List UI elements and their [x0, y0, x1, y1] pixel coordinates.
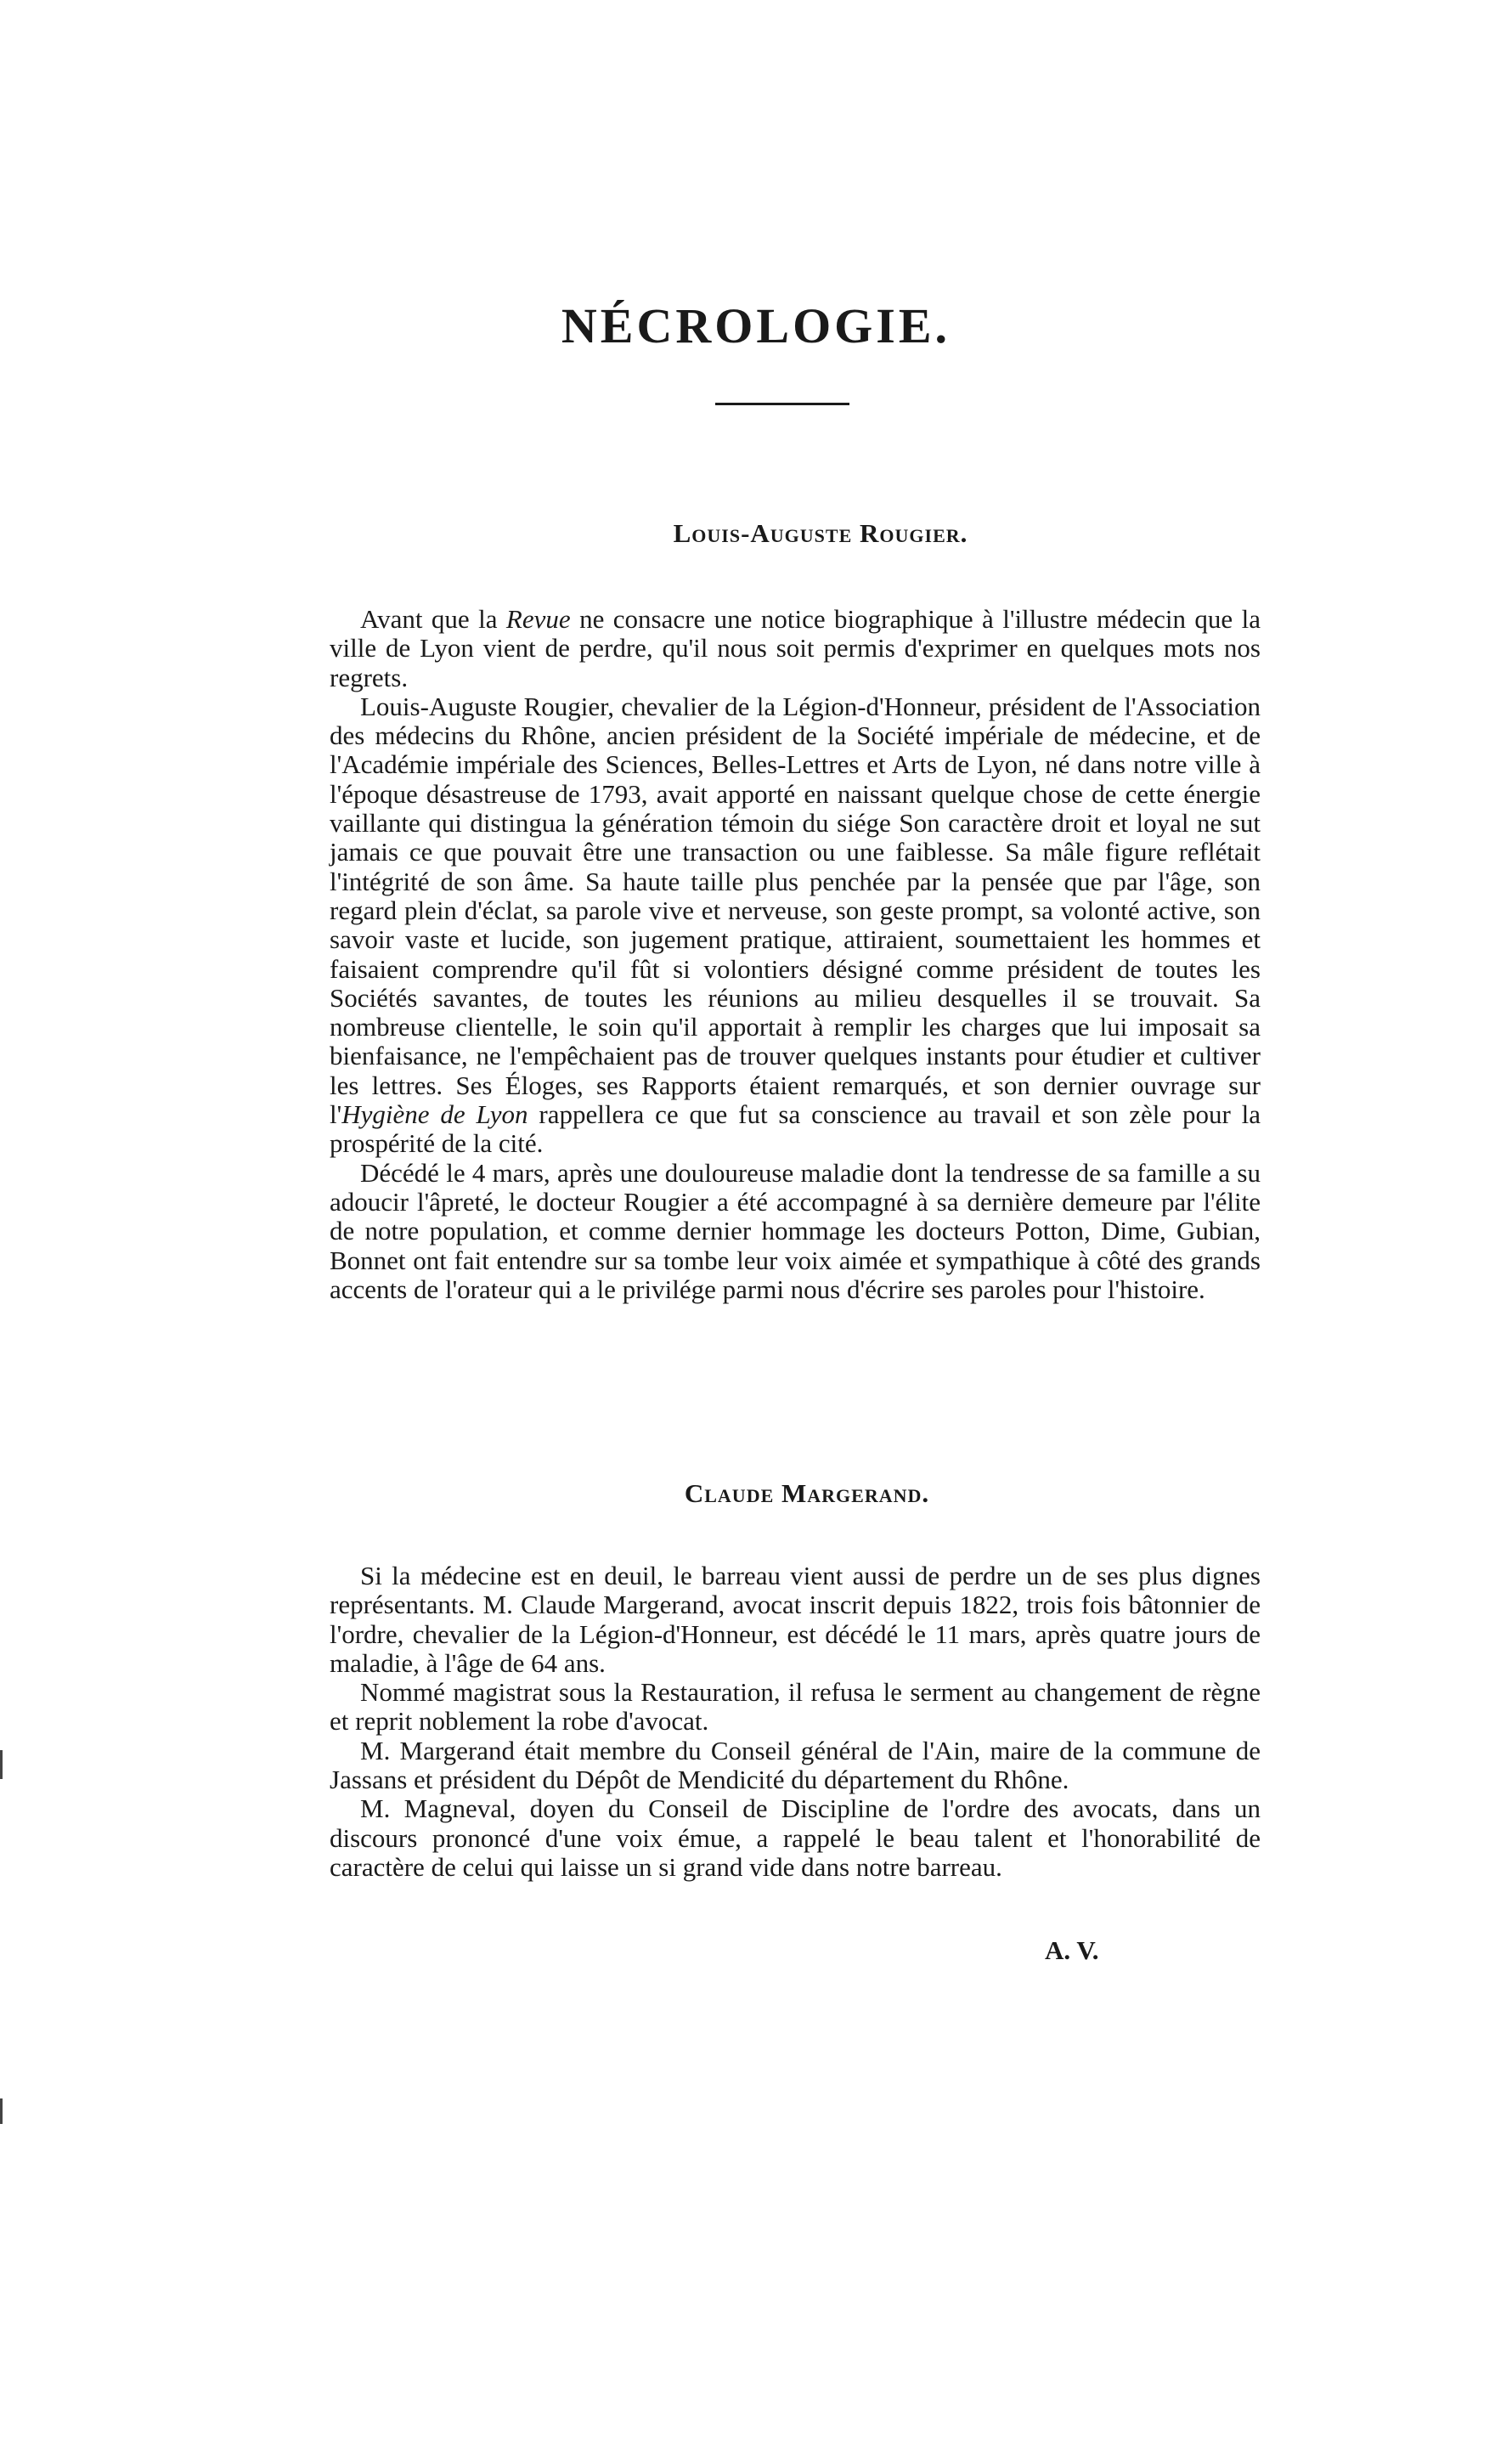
- obituary-rougier: [330, 518, 1261, 1304]
- paragraph: [330, 1794, 1261, 1882]
- paragraph: [330, 1159, 1261, 1304]
- paragraph-text: Avant que la: [360, 604, 506, 634]
- paragraph-text: rappellera ce que fut sa conscience au travail et son zèle pour la prospérité de la cité.: [330, 1099, 1261, 1159]
- paragraph-text: M. Magneval, doyen du Conseil de Discipline de l'ordre des avocats, dans un discours prononcé d'une voix émue, a rappelé le beau talent et l'honorabilité de caractère de celui qui laisse un si grand vide dans notre barreau.: [330, 1793, 1261, 1882]
- paragraph-text: Nommé magistrat sous la Restauration, il refusa le serment au changement de règne et reprit noblement la robe d'avocat.: [330, 1677, 1261, 1737]
- paragraph-text: M. Margerand était membre du Conseil général de l'Ain, maire de la commune de Jassans et président du Dépôt de Mendicité du département du Rhône.: [330, 1735, 1261, 1795]
- section-body: [330, 605, 1261, 1304]
- title-rule: [715, 403, 849, 405]
- page-title: NÉCROLOGIE.: [561, 298, 951, 353]
- paragraph: [330, 1737, 1261, 1795]
- paragraph-text: ne consacre une notice biographique à l'illustre médecin que la ville de Lyon vient de perdre, qu'il nous soit permis d'exprimer en quelques mots nos regrets.: [330, 604, 1261, 692]
- paragraph: [330, 605, 1261, 692]
- paragraph-text: Si la médecine est en deuil, le barreau vient aussi de perdre un de ses plus dignes représentants. M. Claude Margerand, avocat inscrit depuis 1822, trois fois bâtonnier de l'ordre, chevalier de la Légion-d'Honneur, est décédé le 11 mars, après quatre jours de maladie, à l'âge de 64 ans.: [330, 1561, 1261, 1678]
- italic-title: Revue: [505, 604, 571, 634]
- binding-mark: [0, 2098, 3, 2124]
- paragraph: [330, 1562, 1261, 1678]
- paragraph: [330, 692, 1261, 1159]
- italic-title: Hygiène de Lyon: [341, 1099, 528, 1130]
- binding-mark: [0, 1750, 3, 1779]
- section-heading: Louis-Auguste Rougier.: [673, 518, 968, 548]
- paragraph: [330, 1678, 1261, 1737]
- author-signature: A. V.: [1045, 1935, 1099, 1965]
- section-body: [330, 1562, 1261, 1882]
- obituary-margerand: [330, 1478, 1261, 1882]
- paragraph-text: Louis-Auguste Rougier, chevalier de la Légion-d'Honneur, président de l'Association des médecins du Rhône, ancien président de la Société impériale de médecine, et de l'Académie impériale des Sciences, Belles-Lettres et Arts de Lyon, né dans notre ville à l'époque désastreuse de 1793, avait apporté en naissant quelque chose de cette énergie vaillante qui distingua la génération témoin du siége Son caractère droit et loyal ne sut jamais ce que pouvait être une transaction ou une faiblesse. Sa mâle figure reflétait l'intégrité de son âme. Sa haute taille plus penchée par la pensée que par l'âge, son regard plein d'éclat, sa parole vive et nerveuse, son geste prompt, sa volonté active, son savoir vaste et lucide, son jugement pratique, attiraient, soumettaient les hommes et faisaient comprendre qu'il fût si volontiers désigné comme président de toutes les Sociétés savantes, de toutes les réunions au milieu desquelles il se trouvait. Sa nombreuse clientelle, le soin qu'il apportait à remplir les charges que lui imposait sa bienfaisance, ne l'empêchaient pas de trouver quelques instants pour étudier et cultiver les lettres. Ses Éloges, ses Rapports étaient remarqués, et son dernier ouvrage sur l': [330, 691, 1261, 1130]
- paragraph-text: Décédé le 4 mars, après une douloureuse maladie dont la tendresse de sa famille a su adoucir l'âpreté, le docteur Rougier a été accompagné à sa dernière demeure par l'élite de notre population, et comme dernier hommage les docteurs Potton, Dime, Gubian, Bonnet ont fait entendre sur sa tombe leur voix aimée et sympathique à côté des grands accents de l'orateur qui a le privilége parmi nous d'écrire ses paroles pour l'histoire.: [330, 1157, 1261, 1304]
- section-heading: Claude Margerand.: [684, 1478, 930, 1508]
